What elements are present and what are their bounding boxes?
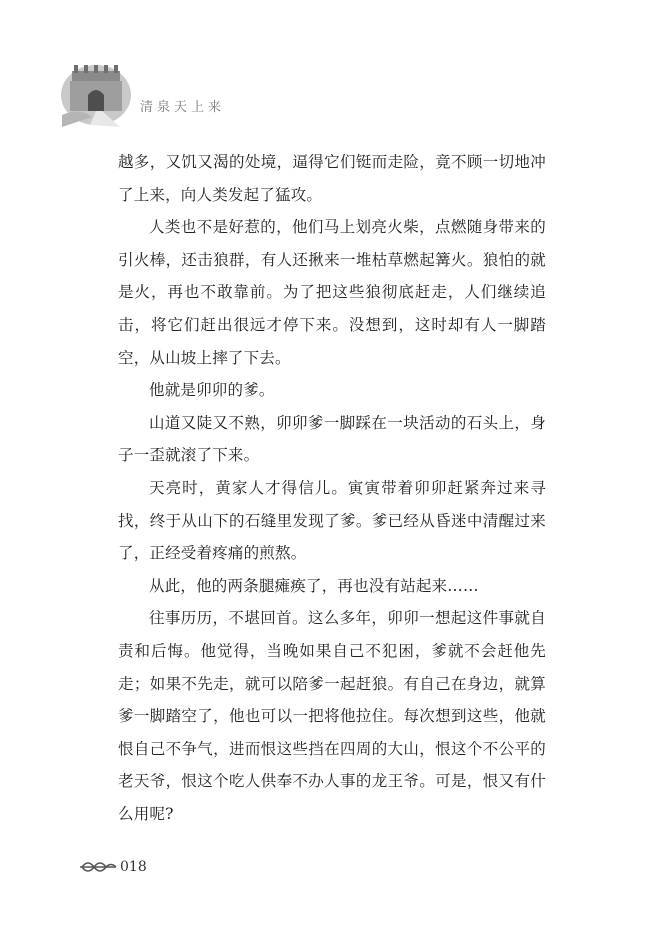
paragraph: 他就是卯卯的爹。 [149,381,275,400]
paragraph: 往事历历，不堪回首。这么多年，卯卯一想起这件事就自责和后悔。他觉得，当晚如果自己不犯困，爹就不会赶他先走；如果不先走，就可以陪爹一起赶狼。有自己在身边，就算爹一脚踏空了，他也可以一把将他拉住。每次想到这些，他就恨自己不争气，进而恨这些挡在四周的大山，恨这个不公平的老天爷，恨这个吃人供奉不办人事的龙王爷。可是，恨又有什么用呢? [118,609,546,823]
leaf-ornament-icon [80,856,120,878]
paragraph: 山道又陡又不熟，卯卯爹一脚踩在一块活动的石头上，身子一歪就滚了下来。 [118,413,546,465]
paragraph: 人类也不是好惹的，他们马上划亮火柴，点燃随身带来的引火棒，还击狼群，有人还揪来一堆枯草燃起篝火。狼怕的就是火，再也不敢靠前。为了把这些狼彻底赶走，人们继续追击，将它们赶出很远才停下来。没想到，这时却有人一脚踏空，从山坡上摔了下去。 [118,218,546,367]
paragraph: 越多，又饥又渴的处境，逼得它们铤而走险，竟不顾一切地冲了上来，向人类发起了猛攻。 [118,153,546,204]
running-header-title: 清泉天上来 [140,100,226,115]
ancient-city-gate-icon [60,55,132,127]
body-text [118,146,546,830]
page-number: 018 [120,859,147,875]
paragraph: 天亮时，黄家人才得信儿。寅寅带着卯卯赶紧奔过来寻找，终于从山下的石缝里发现了爹。爹已经从昏迷中清醒过来了，正经受着疼痛的煎熬。 [118,478,546,563]
paragraph: 从此，他的两条腿瘫痪了，再也没有站起来…… [149,576,479,595]
